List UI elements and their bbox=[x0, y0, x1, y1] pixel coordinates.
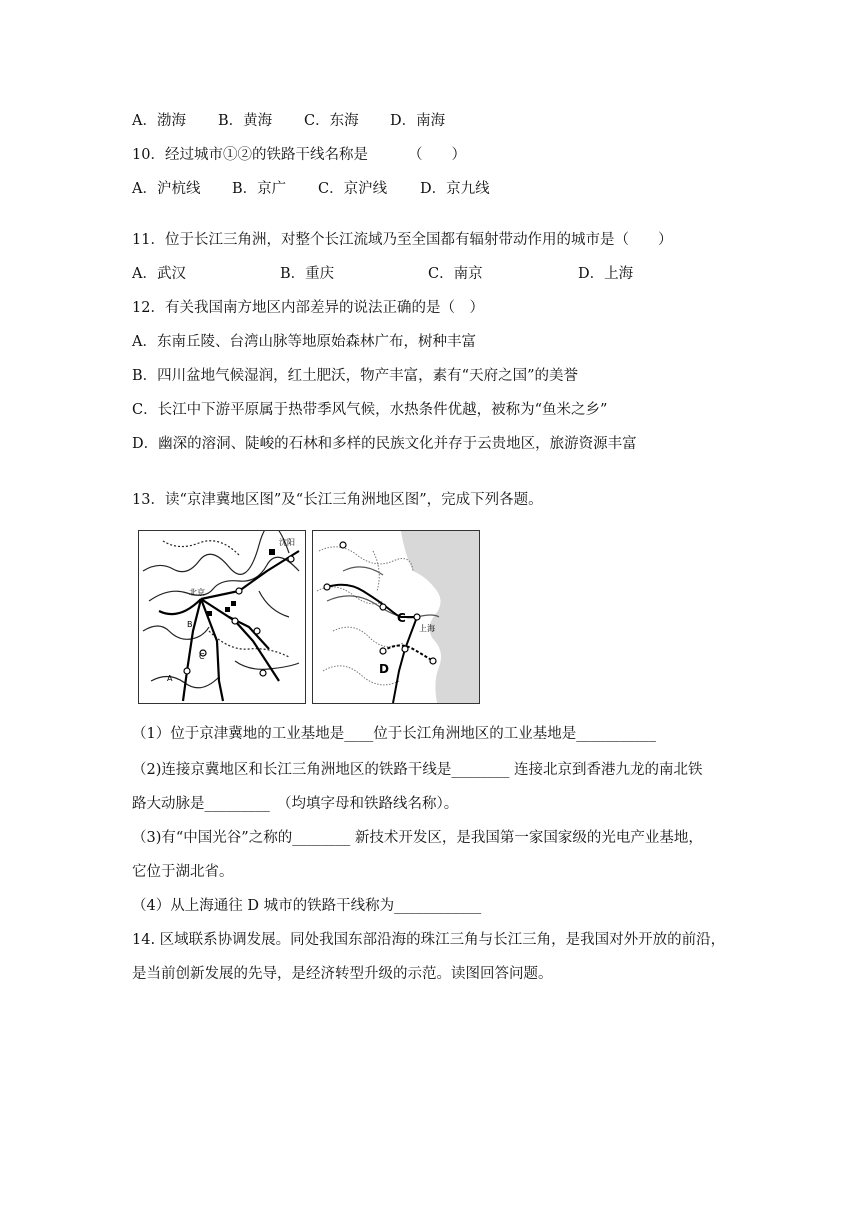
q10-bracket: （ ） bbox=[407, 147, 466, 163]
map-left-label-b: B bbox=[187, 620, 193, 629]
q10-option-b: B．京广 bbox=[232, 181, 287, 197]
q13-sub-4: （4）从上海通往 D 城市的铁路干线称为____________ bbox=[132, 898, 482, 914]
q11-stem: 11．位于长江三角洲，对整个长江流域乃至全国都有辐射带动作用的城市是（ ） bbox=[132, 232, 673, 248]
q12-option-a: A．东南丘陵、台湾山脉等地原始森林广布，树种丰富 bbox=[132, 334, 476, 350]
q10-option-c: C．京沪线 bbox=[318, 181, 388, 197]
map-right-label-c: C bbox=[397, 611, 406, 625]
q10-stem-line bbox=[132, 145, 466, 165]
q14-line-2: 是当前创新发展的先导，是经济转型升级的示范。读图回答问题。 bbox=[132, 966, 553, 982]
map-left-label-beijing: 北京 bbox=[189, 588, 205, 597]
q12-stem: 12．有关我国南方地区内部差异的说法正确的是（ ） bbox=[132, 300, 484, 316]
q13-sub-1: （1）位于京津冀地的工业基地是____位于长江角洲地区的工业基地是___________ bbox=[132, 726, 656, 742]
yangtze-delta-map bbox=[312, 530, 480, 704]
q12-option-c: C．长江中下游平原属于热带季风气候，水热条件优越，被称为“鱼米之乡” bbox=[132, 402, 608, 418]
q9-option-a: A．渤海 bbox=[132, 113, 186, 129]
map-right-label-shanghai: 上海 bbox=[419, 624, 435, 633]
q11-option-a: A．武汉 bbox=[132, 266, 186, 282]
q13-stem: 13．读“京津冀地区图”及“长江三角洲地区图”，完成下列各题。 bbox=[132, 492, 543, 508]
q9-options bbox=[132, 111, 445, 131]
map-left-label-c: C bbox=[199, 652, 205, 661]
q10-options bbox=[132, 179, 490, 199]
q10-option-a: A．沪杭线 bbox=[132, 181, 201, 197]
q10-option-d: D．京九线 bbox=[420, 181, 490, 197]
q9-option-b: B．黄海 bbox=[218, 113, 273, 129]
q14-line-1: 14. 区域联系协调发展。同处我国东部沿海的珠江三角与长江三角，是我国对外开放的前沿， bbox=[132, 932, 726, 948]
q9-option-d: D．南海 bbox=[390, 113, 446, 129]
q13-sub-2-cont: 路大动脉是_________ （均填字母和铁路线名称）。 bbox=[132, 796, 459, 812]
q12-option-b: B．四川盆地气候湿润，红土肥沃，物产丰富，素有“天府之国”的美誉 bbox=[132, 368, 578, 384]
q13-sub-3-cont: 它位于湖北省。 bbox=[132, 864, 234, 880]
q13-sub-3: （3)有“中国光谷”之称的________ 新技术开发区，是我国第一家国家级的光电产业基地， bbox=[132, 830, 703, 846]
q10-stem: 10．经过城市①②的铁路干线名称是 bbox=[132, 147, 368, 163]
q11-option-b: B．重庆 bbox=[280, 266, 335, 282]
map-left-label-shenyang: 沈阳 bbox=[279, 538, 295, 547]
q9-option-c: C．东海 bbox=[304, 113, 359, 129]
yangtze-delta-map-drawing bbox=[313, 531, 479, 703]
q13-sub-2: （2)连接京冀地区和长江三角洲地区的铁路干线是________ 连接北京到香港九龙的南北铁 bbox=[132, 762, 703, 778]
map-right-label-d: D bbox=[379, 662, 389, 676]
q12-option-d: D．幽深的溶洞、陡峻的石林和多样的民族文化并存于云贵地区，旅游资源丰富 bbox=[132, 436, 637, 452]
q11-options bbox=[132, 264, 633, 284]
map-left-label-a: A bbox=[167, 674, 173, 683]
jingjinji-map-drawing bbox=[139, 531, 305, 703]
q11-option-d: D．上海 bbox=[578, 266, 634, 282]
jingjinji-map bbox=[138, 530, 306, 704]
q11-option-c: C．南京 bbox=[428, 266, 483, 282]
